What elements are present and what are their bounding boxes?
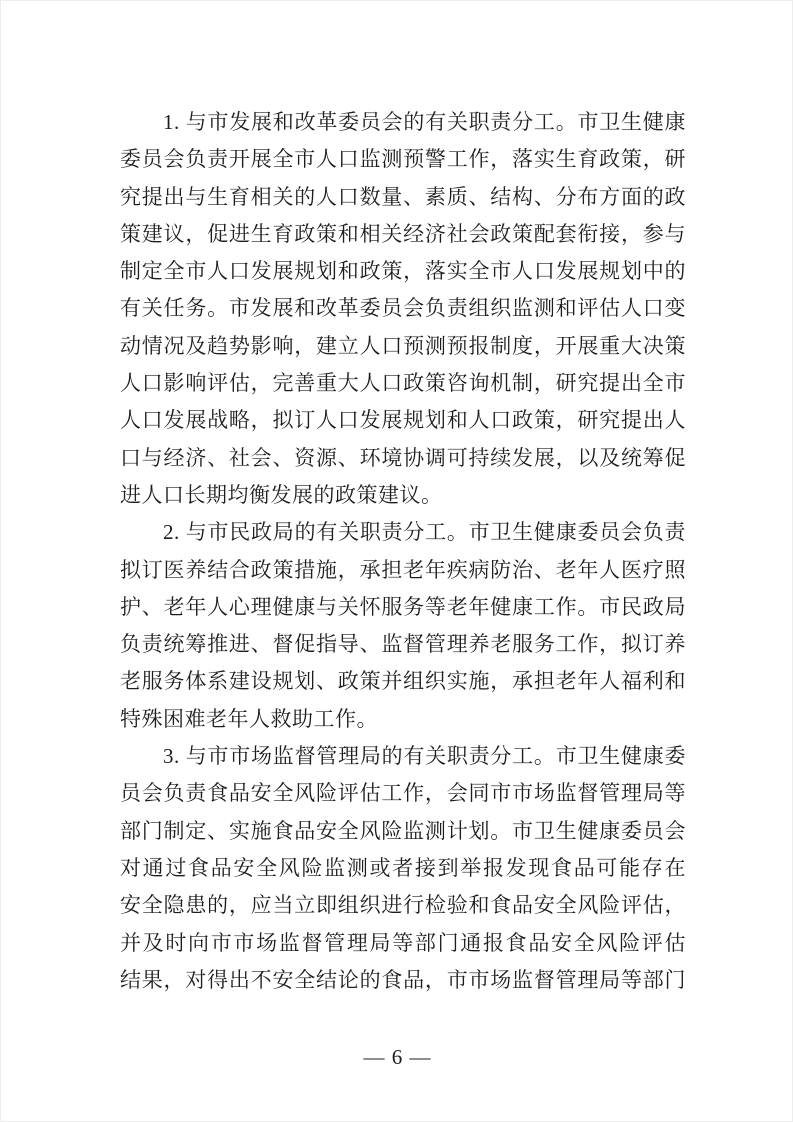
text-line: 安全隐患的，应当立即组织进行检验和食品安全风险评估，	[120, 893, 686, 918]
text-line: 负责统筹推进、督促指导、监督管理养老服务工作，拟订养	[120, 632, 686, 657]
text-line: 人口影响评估，完善重大人口政策咨询机制，研究提出全市	[120, 371, 686, 396]
text-line: 护、老年人心理健康与关怀服务等老年健康工作。市民政局	[120, 594, 686, 619]
document-body	[120, 104, 686, 999]
paragraph	[120, 104, 686, 514]
paragraph	[120, 738, 686, 999]
text-line: 部门制定、实施食品安全风险监测计划。市卫生健康委员会	[120, 818, 686, 843]
text-line: 委员会负责开展全市人口监测预警工作，落实生育政策，研	[120, 147, 686, 172]
text-line: 结果，对得出不安全结论的食品，市市场监督管理局等部门	[120, 967, 686, 992]
text-line: 拟订医养结合政策措施，承担老年疾病防治、老年人医疗照	[120, 557, 686, 582]
text-line: 动情况及趋势影响，建立人口预测预报制度，开展重大决策	[120, 333, 686, 358]
text-line: 究提出与生育相关的人口数量、素质、结构、分布方面的政	[120, 184, 686, 209]
page-footer	[1, 1041, 793, 1073]
text-line: 制定全市人口发展规划和政策，落实全市人口发展规划中的	[120, 259, 686, 284]
text-line: 特殊困难老年人救助工作。	[120, 706, 378, 731]
paragraph	[120, 514, 686, 738]
text-line: 1. 与市发展和改革委员会的有关职责分工。市卫生健康	[163, 110, 686, 134]
text-line: 进人口长期均衡发展的政策建议。	[120, 482, 443, 507]
text-line: 员会负责食品安全风险评估工作，会同市市场监督管理局等	[120, 781, 686, 806]
text-line: 并及时向市市场监督管理局等部门通报食品安全风险评估	[120, 930, 686, 955]
text-line: 老服务体系建设规划、政策并组织实施，承担老年人福利和	[120, 669, 686, 694]
text-line: 口与经济、社会、资源、环境协调可持续发展，以及统筹促	[120, 445, 686, 470]
text-line: 有关任务。市发展和改革委员会负责组织监测和评估人口变	[120, 296, 686, 321]
page-number: — 6 —	[363, 1045, 432, 1069]
text-line: 2. 与市民政局的有关职责分工。市卫生健康委员会负责	[163, 520, 686, 545]
text-line: 人口发展战略，拟订人口发展规划和人口政策，研究提出人	[120, 408, 686, 433]
text-line: 3. 与市市场监督管理局的有关职责分工。市卫生健康委	[163, 744, 686, 769]
text-line: 策建议，促进生育政策和相关经济社会政策配套衔接，参与	[120, 221, 686, 246]
text-line: 对通过食品安全风险监测或者接到举报发现食品可能存在	[120, 855, 686, 880]
